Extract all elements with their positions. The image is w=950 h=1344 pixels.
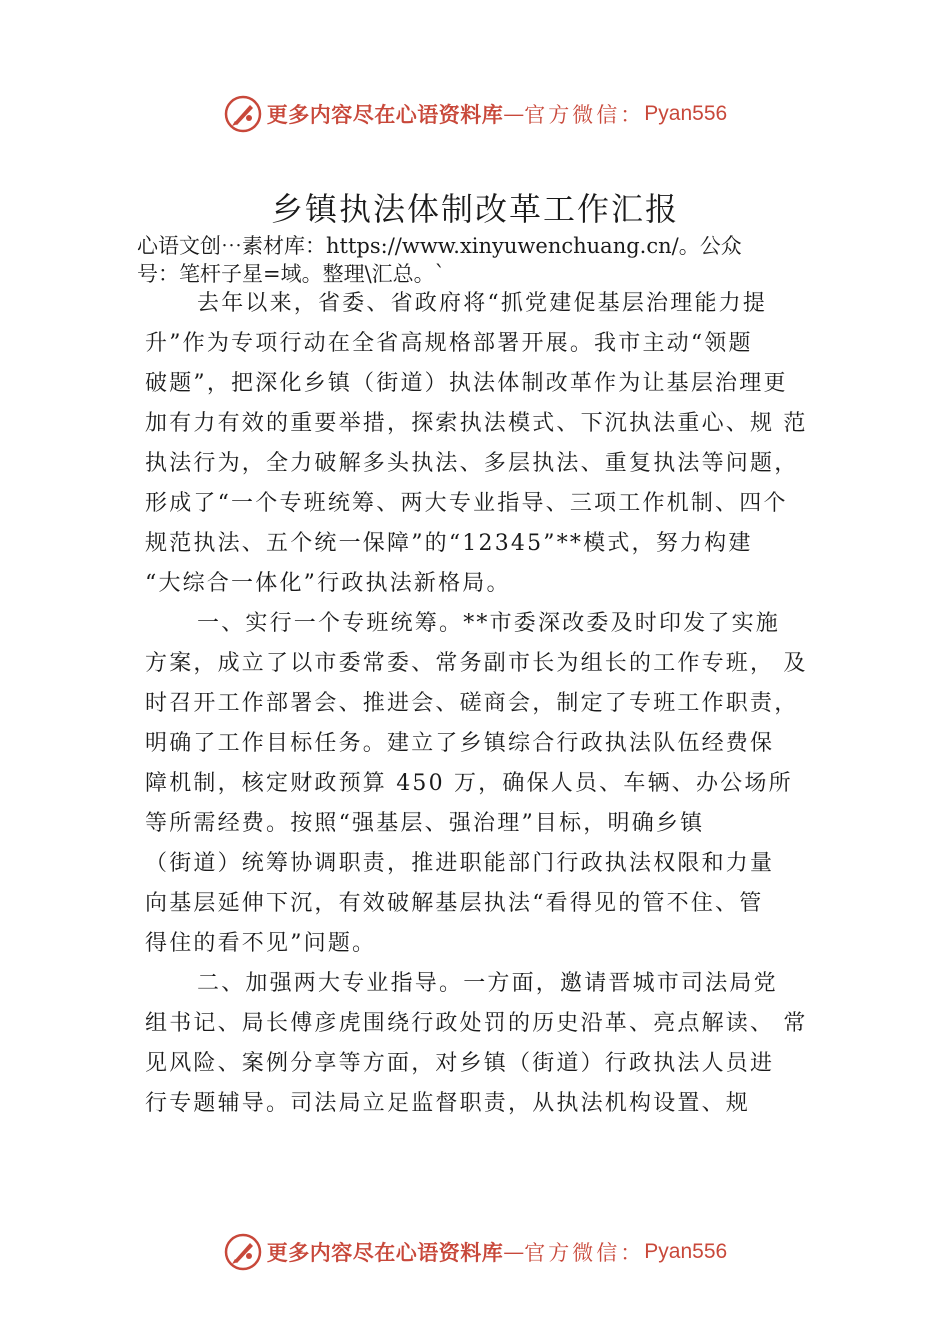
document-body [145, 284, 825, 1124]
paragraph-line: “大综合一体化”行政执法新格局。 [145, 571, 511, 596]
paragraph-line: 执法行为，全力破解多头执法、多层执法、重复执法等问题， [145, 451, 799, 476]
banner-separator: — [503, 102, 525, 126]
source-line: 号：笔杆子星=域。整理\汇总。` [137, 262, 446, 286]
paragraph-line: 二、加强两大专业指导。一方面，邀请晋城市司法局党 [197, 971, 778, 996]
header-banner [0, 92, 950, 136]
paragraph-line: 明确了工作目标任务。建立了乡镇综合行政执法队伍经费保 [145, 731, 775, 756]
banner-brand: 更多内容尽在心语资料库 [266, 102, 504, 127]
paragraph-line: 得住的看不见”问题。 [145, 931, 377, 956]
source-note [137, 232, 837, 288]
paragraph-line: （街道）统筹协调职责，推进职能部门行政执法权限和力量 [145, 851, 775, 876]
paragraph-line: 向基层延伸下沉，有效破解基层执法“看得见的管不住、管 [145, 891, 764, 916]
banner-wechat-id: Pyan556 [644, 102, 728, 125]
paragraph-line: 破题”，把深化乡镇（街道）执法体制改革作为让基层治理更 [145, 371, 788, 396]
banner-brand: 更多内容尽在心语资料库 [266, 1240, 504, 1265]
banner-wechat-label: 官方微信： [524, 1241, 645, 1265]
paragraph-line: 见风险、案例分享等方面，对乡镇（街道）行政执法人员进 [145, 1051, 775, 1076]
paragraph-line: 规范执法、五个统一保障”的“12345”**模式，努力构建 [145, 531, 753, 556]
paragraph-line: 障机制，核定财政预算 450 万，确保人员、车辆、办公场所 [145, 771, 793, 796]
paragraph-line: 组书记、局长傅彦虎围绕行政处罚的历史沿革、亮点解读、 常 [145, 1011, 808, 1036]
banner-wechat-label: 官方微信： [524, 103, 645, 127]
paragraph-line: 行专题辅导。司法局立足监督职责，从执法机构设置、规 [145, 1091, 751, 1116]
paragraph-line: 方案，成立了以市委常委、常务副市长为组长的工作专班， 及 [145, 651, 808, 676]
footer-banner [0, 1230, 950, 1274]
paragraph-line: 时召开工作部署会、推进会、磋商会，制定了专班工作职责， [145, 691, 799, 716]
paragraph-line: 等所需经费。按照“强基层、强治理”目标，明确乡镇 [145, 811, 705, 836]
paragraph-line: 去年以来，省委、省政府将“抓党建促基层治理能力提 [197, 291, 768, 316]
banner-separator: — [503, 1240, 525, 1264]
banner-wechat-id: Pyan556 [644, 1240, 728, 1263]
paragraph-line: 升”作为专项行动在全省高规格部署开展。我市主动“领题 [145, 331, 753, 356]
pen-nib-logo-icon [223, 94, 263, 134]
paragraph-line: 加有力有效的重要举措，探索执法模式、下沉执法重心、规 范 [145, 411, 808, 436]
pen-nib-logo-icon [223, 1232, 263, 1272]
document-title: 乡镇执法体制改革工作汇报 [270, 190, 679, 228]
source-line: 心语文创⋯素材库：https://www.xinyuwenchuang.cn/。公众 [137, 234, 742, 258]
paragraph-line: 一、实行一个专班统筹。**市委深改委及时印发了实施 [197, 611, 781, 636]
paragraph-line: 形成了“一个专班统筹、两大专业指导、三项工作机制、四个 [145, 491, 788, 516]
